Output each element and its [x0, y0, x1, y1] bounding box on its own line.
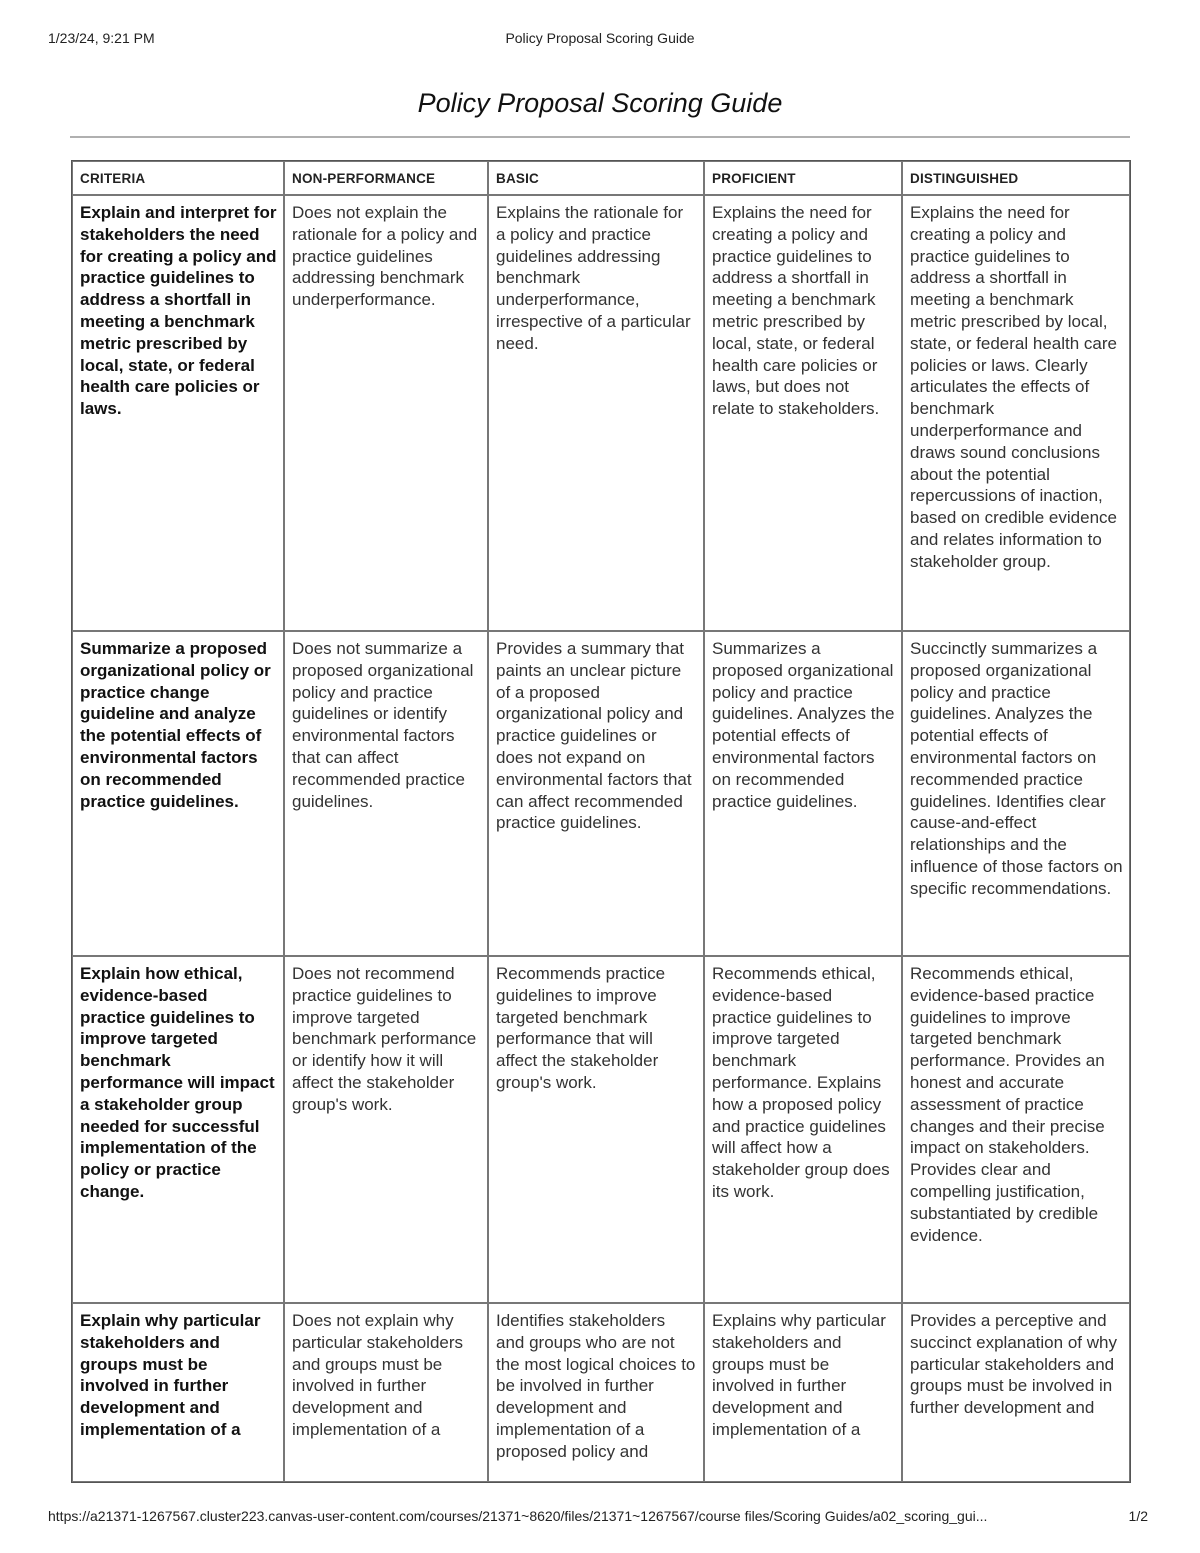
- page-title: Policy Proposal Scoring Guide: [417, 88, 783, 118]
- proficient-cell: Summarizes a proposed organizational policy and practice guidelines. Analyzes the potential effects of environmental factors on recommended practice guidelines.: [704, 631, 902, 956]
- table-row: [72, 1303, 1130, 1482]
- non-performance-cell: Does not explain the rationale for a policy and practice guidelines addressing benchmark underperformance.: [284, 195, 488, 631]
- header-proficient: PROFICIENT: [704, 161, 902, 195]
- proficient-cell: Recommends ethical, evidence-based practice guidelines to improve targeted benchmark performance. Explains how a proposed policy and practice guidelines will affect how a stakeholder group does its work.: [704, 956, 902, 1303]
- criteria-cell: Explain how ethical, evidence-based practice guidelines to improve targeted benchmark performance will impact a stakeholder group needed for successful implementation of the policy or practice change.: [72, 956, 284, 1303]
- basic-cell: Explains the rationale for a policy and practice guidelines addressing benchmark underperformance, irrespective of a particular need.: [488, 195, 704, 631]
- criteria-cell: Summarize a proposed organizational policy or practice change guideline and analyze the potential effects of environmental factors on recommended practice guidelines.: [72, 631, 284, 956]
- table-row: [72, 631, 1130, 956]
- proficient-cell: Explains why particular stakeholders and groups must be involved in further development and implementation of a: [712, 1311, 886, 1439]
- distinguished-cell: Explains the need for creating a policy and practice guidelines to address a shortfall in meeting a benchmark metric prescribed by local, state, or federal health care policies or laws. Clearly articulates the effects of benchmark underperformance and draws sound conclusions about the potential repercussions of inaction, based on credible evidence and relates information to stakeholder group.: [902, 195, 1130, 631]
- header-non-performance: NON-PERFORMANCE: [284, 161, 488, 195]
- proficient-cell: Explains the need for creating a policy and practice guidelines to address a shortfall in meeting a benchmark metric prescribed by local, state, or federal health care policies or laws, but does not relate to stakeholders.: [704, 195, 902, 631]
- criteria-cell: Explain and interpret for stakeholders the need for creating a policy and practice guidelines to address a shortfall in meeting a benchmark metric prescribed by local, state, or federal health care policies or laws.: [72, 195, 284, 631]
- header-distinguished: DISTINGUISHED: [902, 161, 1130, 195]
- header-criteria: CRITERIA: [72, 161, 284, 195]
- basic-cell: Recommends practice guidelines to improve targeted benchmark performance that will affect the stakeholder group's work.: [488, 956, 704, 1303]
- basic-cell: Provides a summary that paints an unclear picture of a proposed organizational policy and practice guidelines or does not expand on environmental factors that can affect recommended practice guidelines.: [488, 631, 704, 956]
- print-page-number: 1/2: [1128, 1508, 1148, 1524]
- distinguished-cell: Succinctly summarizes a proposed organizational policy and practice guidelines. Analyzes the potential effects of environmental factors on recommended practice guidelines. Identifies clear cause-and-effect relationships and the influence of those factors on specific recommendations.: [902, 631, 1130, 956]
- non-performance-cell: Does not explain why particular stakeholders and groups must be involved in further development and implementation of a: [292, 1311, 464, 1439]
- non-performance-cell: Does not summarize a proposed organizational policy and practice guidelines or identify environmental factors that can affect recommended practice guidelines.: [284, 631, 488, 956]
- distinguished-cell: Recommends ethical, evidence-based practice guidelines to improve targeted benchmark performance. Provides an honest and accurate assessment of practice changes and their precise impact on stakeholders. Provides clear and compelling justification, substantiated by credible evidence.: [902, 956, 1130, 1303]
- non-performance-cell: Does not recommend practice guidelines to improve targeted benchmark performance or identify how it will affect the stakeholder group's work.: [284, 956, 488, 1303]
- scoring-guide-table: [71, 160, 1131, 1483]
- table-row: [72, 956, 1130, 1303]
- header-basic: BASIC: [488, 161, 704, 195]
- criteria-cell: Explain why particular stakeholders and groups must be involved in further development and implementation of a: [80, 1311, 261, 1439]
- print-header-title: Policy Proposal Scoring Guide: [505, 30, 695, 46]
- print-footer-url[interactable]: https://a21371-1267567.cluster223.canvas-user-content.com/courses/21371~8620/files/21371~1267567/course files/Scoring Guides/a02_scoring_gui...: [48, 1508, 988, 1524]
- table-header-row: [72, 161, 1130, 195]
- print-date: 1/23/24, 9:21 PM: [48, 30, 155, 46]
- table-row: [72, 195, 1130, 631]
- basic-cell: Identifies stakeholders and groups who are not the most logical choices to be involved in further development and implementation of a proposed policy and: [496, 1311, 696, 1461]
- distinguished-cell: Provides a perceptive and succinct explanation of why particular stakeholders and groups must be involved in further development and: [910, 1311, 1117, 1418]
- title-divider: [70, 136, 1130, 138]
